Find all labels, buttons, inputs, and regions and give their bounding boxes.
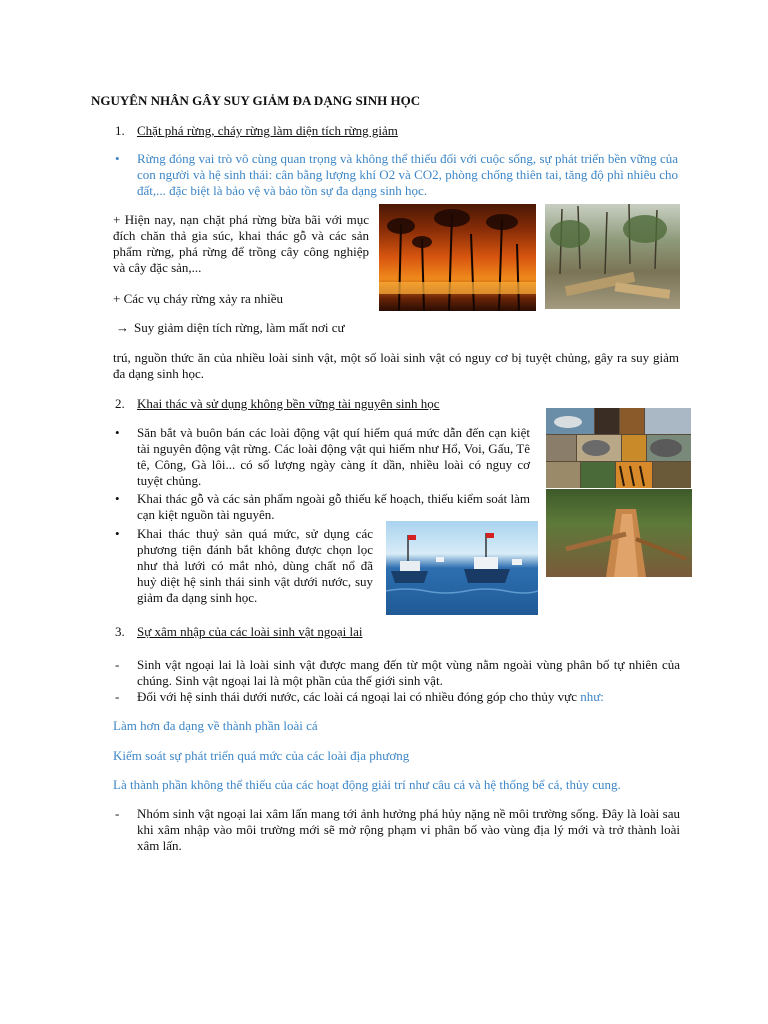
animals-collage-drawing: [546, 408, 691, 488]
section-1-number: 1.: [115, 123, 125, 138]
fishing-boats-image: [386, 521, 538, 615]
bullet-icon: •: [115, 526, 120, 541]
section-1-title: Chặt phá rừng, cháy rừng làm diện tích rừng giảm: [137, 123, 398, 138]
dash-icon: -: [115, 657, 120, 672]
section-3-dash-1: [115, 657, 680, 689]
section-3-dash-2-text: [137, 689, 680, 705]
section-3-dash-3-text: Nhóm sinh vật ngoại lai xâm lấn mang tới ảnh hưởng phá hủy nặng nề môi trường sống. Đây là loài sau khi xâm nhập vào môi trường mới sẽ mở rộng phạm vi phân bố vào vùng địa lý mới và trở thành loài xâm lấn.: [137, 806, 680, 853]
logging-drawing: [546, 489, 692, 577]
section-3-heading: [115, 624, 362, 640]
forest-fire-drawing: [379, 204, 536, 311]
arrow-icon: →: [116, 320, 129, 335]
section-1-bullet-text: Rừng đóng vai trò vô cùng quan trọng và không thể thiếu đối với cuộc sống, sự phát triển bền vững của con người và hệ sinh thái: cân bằng lượng khí O2 và CO2, phòng chống thiên tai, tăng độ phì nhiêu cho đất,... đặc biệt là bảo vệ và bảo tồn sự đa dạng sinh học.: [137, 151, 678, 198]
blue-line-1: Làm hơn đa dạng về thành phần loài cá: [113, 718, 318, 733]
endangered-animals-collage: [546, 408, 691, 488]
section-1-bullet: [115, 151, 678, 199]
section-2-bullet-3: [115, 526, 373, 606]
section-2-number: 2.: [115, 396, 125, 411]
bullet-icon: •: [115, 491, 120, 506]
forest-fire-image: [379, 204, 536, 311]
logging-image: [546, 489, 692, 577]
section-3-title: Sự xâm nhập của các loài sinh vật ngoại lai: [137, 624, 363, 639]
dash-icon: -: [115, 689, 120, 704]
dash-icon: -: [115, 806, 120, 821]
section-2-heading: [115, 396, 440, 412]
section-3-dash-2: [115, 689, 680, 705]
section-2-bullet-1-text: Săn bắt và buôn bán các loài động vật quí hiếm quá mức dẫn đến cạn kiệt tài nguyên động vật rừng. Các loài động vật qui hiếm như Hổ, Voi, Gấu, Tê tê, Công, Gà lôi... có số lượng ngày càng ít dần, nhiều loài có nguy cơ tuyệt chủng.: [137, 425, 530, 488]
section-1-para-3b: trú, nguồn thức ăn của nhiều loài sinh vật, một số loài sinh vật có nguy cơ bị tuyệt chủng, gây ra suy giảm đa dạng sinh học.: [113, 350, 679, 381]
section-3-dash-2-main: Đối với hệ sinh thái dưới nước, các loài cá ngoại lai có nhiều đóng góp cho thủy vực: [137, 689, 581, 704]
deforestation-image: [545, 204, 680, 309]
section-2-bullet-1: [115, 425, 530, 489]
section-3-dash-1-text: Sinh vật ngoại lai là loài sinh vật được mang đến từ một vùng nằm ngoài vùng phân bố tự nhiên của chúng. Sinh vật ngoại lai là một phần của thế giới sinh vật.: [137, 657, 680, 688]
deforestation-drawing: [545, 204, 680, 309]
section-1-heading: [115, 123, 398, 139]
bullet-icon: •: [115, 425, 120, 440]
section-3-dash-2-blue: như:: [580, 689, 604, 704]
section-2-title: Khai thác và sử dụng không bền vững tài nguyên sinh học: [137, 396, 440, 411]
blue-line-3: Là thành phần không thể thiếu của các hoạt động giải trí như câu cá và hệ thống bể cá, thủy cung.: [113, 777, 621, 792]
section-2-bullet-2: [115, 491, 530, 523]
section-3-number: 3.: [115, 624, 125, 639]
section-2-bullet-2-text: Khai thác gỗ và các sản phẩm ngoài gỗ thiếu kế hoạch, thiếu kiểm soát làm cạn kiệt nguồn tài nguyên.: [137, 491, 530, 522]
bullet-icon: •: [115, 151, 120, 166]
section-1-para-2: + Các vụ cháy rừng xảy ra nhiều: [113, 291, 283, 306]
section-2-bullet-3-text: Khai thác thuỷ sản quá mức, sử dụng các phương tiện đánh bắt không được chọn lọc như thả lưới có mắt nhỏ, dùng chất nổ đã huỷ diệt hệ sinh thái sinh vật dưới nước, suy giảm đa dạng sinh học.: [137, 526, 373, 605]
section-1-para-1: + Hiện nay, nạn chặt phá rừng bừa bãi với mục đích chăn thả gia súc, khai thác gỗ và các sản phẩm rừng, phá rừng để trồng cây công nghiệp và cây đặc sản,...: [113, 212, 369, 275]
section-1-para-3a: Suy giảm diện tích rừng, làm mất nơi cư: [134, 320, 345, 335]
blue-line-2: Kiểm soát sự phát triển quá mức của các loài địa phương: [113, 748, 410, 763]
fishing-boats-drawing: [386, 521, 538, 615]
section-3-dash-3: [115, 806, 680, 854]
page-title: NGUYÊN NHÂN GÂY SUY GIẢM ĐA DẠNG SINH HỌC: [91, 93, 421, 108]
